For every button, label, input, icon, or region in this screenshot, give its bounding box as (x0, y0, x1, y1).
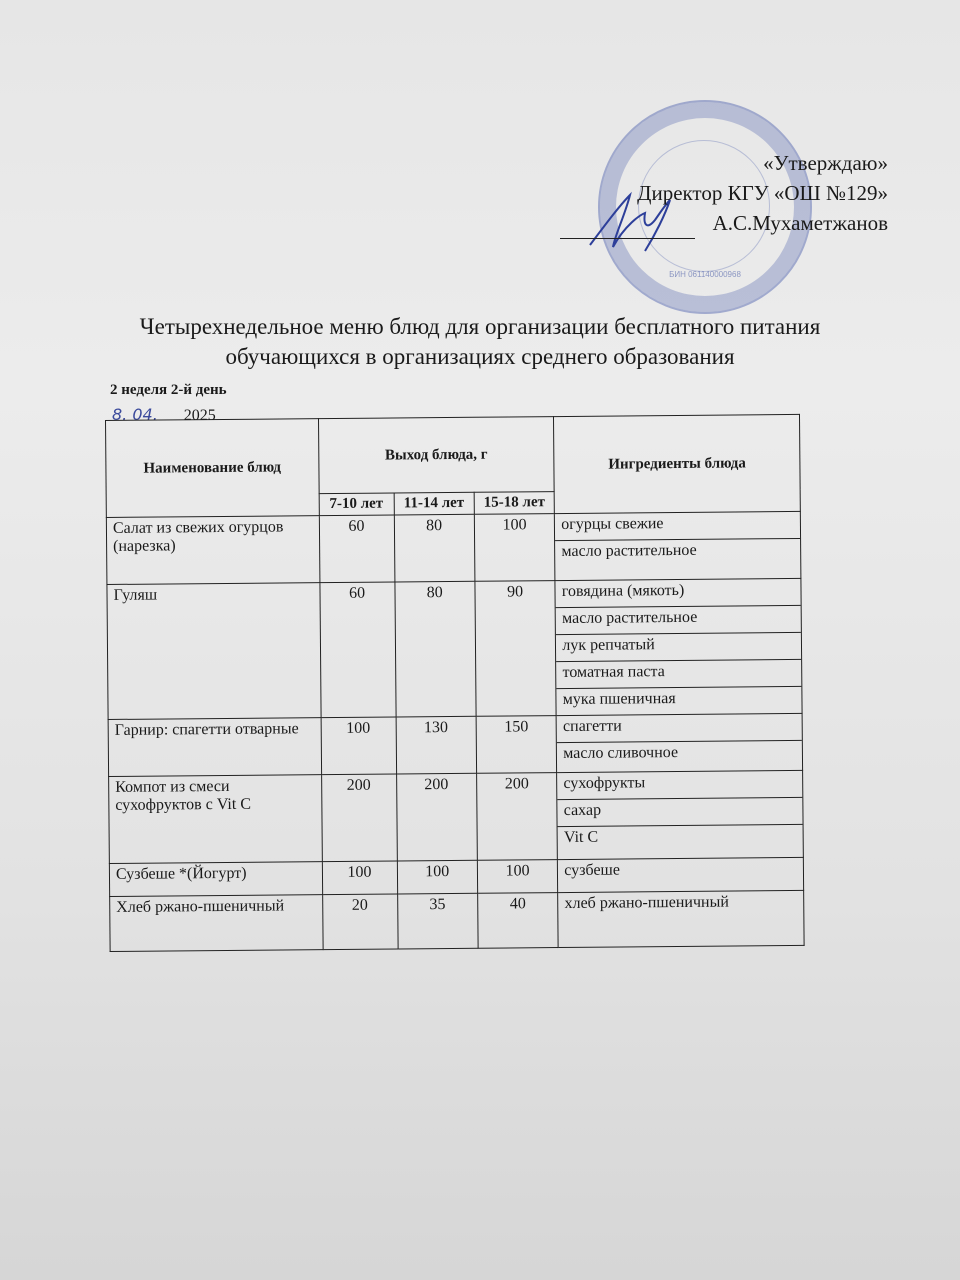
title-line-2: обучающихся в организациях среднего образования (225, 344, 735, 369)
ingredient-item: сузбеше (564, 861, 621, 880)
ingredient-item: сухофрукты (557, 771, 802, 800)
ingredient-item: сахар (558, 798, 803, 827)
header-age-7-10: 7-10 лет (319, 493, 394, 516)
table-row (109, 770, 804, 863)
yield-11-14: 100 (397, 860, 478, 894)
ingredients-cell (558, 890, 804, 947)
dish-name: Компот из смеси сухофруктов с Vit C (109, 775, 322, 864)
menu-table (105, 414, 805, 952)
ingredient-item: говядина (мякоть) (556, 579, 801, 608)
ingredient-item: мука пшеничная (562, 690, 676, 709)
ingredient-item: масло растительное (561, 541, 697, 561)
ingredient-item: хлеб ржано-пшеничный (564, 893, 729, 913)
approval-position: Директор КГУ «ОШ №129» (637, 181, 888, 205)
table-row (108, 713, 802, 776)
yield-7-10: 100 (322, 861, 397, 895)
dish-name: Хлеб ржано-пшеничный (110, 895, 323, 952)
header-ingredients: Ингредиенты блюда (554, 414, 801, 513)
yield-15-18: 90 (475, 581, 557, 717)
ingredients-cell (555, 511, 801, 580)
ingredient-item: масло сливочное (563, 744, 679, 763)
date-year: 2025 (183, 407, 216, 424)
ingredients-cell (556, 713, 802, 772)
week-day-label: 2 неделя 2-й день (110, 382, 227, 398)
yield-11-14: 80 (394, 514, 475, 582)
approval-block (637, 148, 888, 238)
yield-7-10: 60 (319, 515, 394, 583)
header-age-15-18: 15-18 лет (474, 492, 555, 515)
ingredient-item: спагетти (557, 714, 802, 743)
yield-15-18: 40 (478, 893, 559, 949)
yield-15-18: 100 (477, 860, 558, 894)
ingredient-item: томатная паста (556, 660, 801, 689)
dish-name: Гарнир: спагетти отварные (108, 718, 321, 777)
yield-7-10: 20 (322, 894, 397, 950)
ingredient-item: лук репчатый (556, 633, 801, 662)
approval-name: А.С.Мухаметжанов (712, 211, 888, 235)
dish-name: Салат из свежих огурцов (нарезка) (106, 516, 319, 585)
table-row (107, 578, 802, 719)
yield-11-14: 130 (396, 716, 477, 774)
stamp-bin-text: БИН 061140000968 (669, 270, 741, 279)
yield-7-10: 200 (321, 774, 397, 862)
handwritten-date: 8. 04. (112, 405, 158, 424)
header-yield: Выход блюда, г (318, 417, 554, 494)
header-dish: Наименование блюд (106, 419, 319, 518)
signature-line (560, 238, 695, 239)
title-line-1: Четырехнедельное меню блюд для организации бесплатного питания (139, 314, 821, 339)
dish-name: Сузбеше *(Йогурт) (109, 862, 322, 897)
ingredients-cell (555, 578, 802, 715)
table-row (106, 511, 801, 584)
approval-heading: «Утверждаю» (763, 151, 888, 175)
yield-11-14: 80 (394, 581, 476, 717)
yield-11-14: 35 (397, 893, 478, 949)
yield-15-18: 100 (474, 514, 555, 582)
yield-7-10: 60 (320, 582, 396, 718)
header-age-11-14: 11-14 лет (394, 492, 475, 515)
ingredients-cell (557, 770, 803, 859)
table-row (110, 890, 804, 951)
ingredient-item: масло растительное (556, 606, 801, 635)
dish-name: Гуляш (107, 583, 321, 720)
document-title (100, 312, 860, 372)
yield-11-14: 200 (396, 773, 477, 861)
ingredient-item: Vit C (563, 828, 599, 847)
ingredient-item: огурцы свежие (555, 512, 800, 541)
yield-15-18: 200 (477, 773, 558, 861)
yield-15-18: 150 (476, 716, 557, 774)
ingredients-cell (558, 857, 804, 892)
yield-7-10: 100 (321, 717, 396, 775)
